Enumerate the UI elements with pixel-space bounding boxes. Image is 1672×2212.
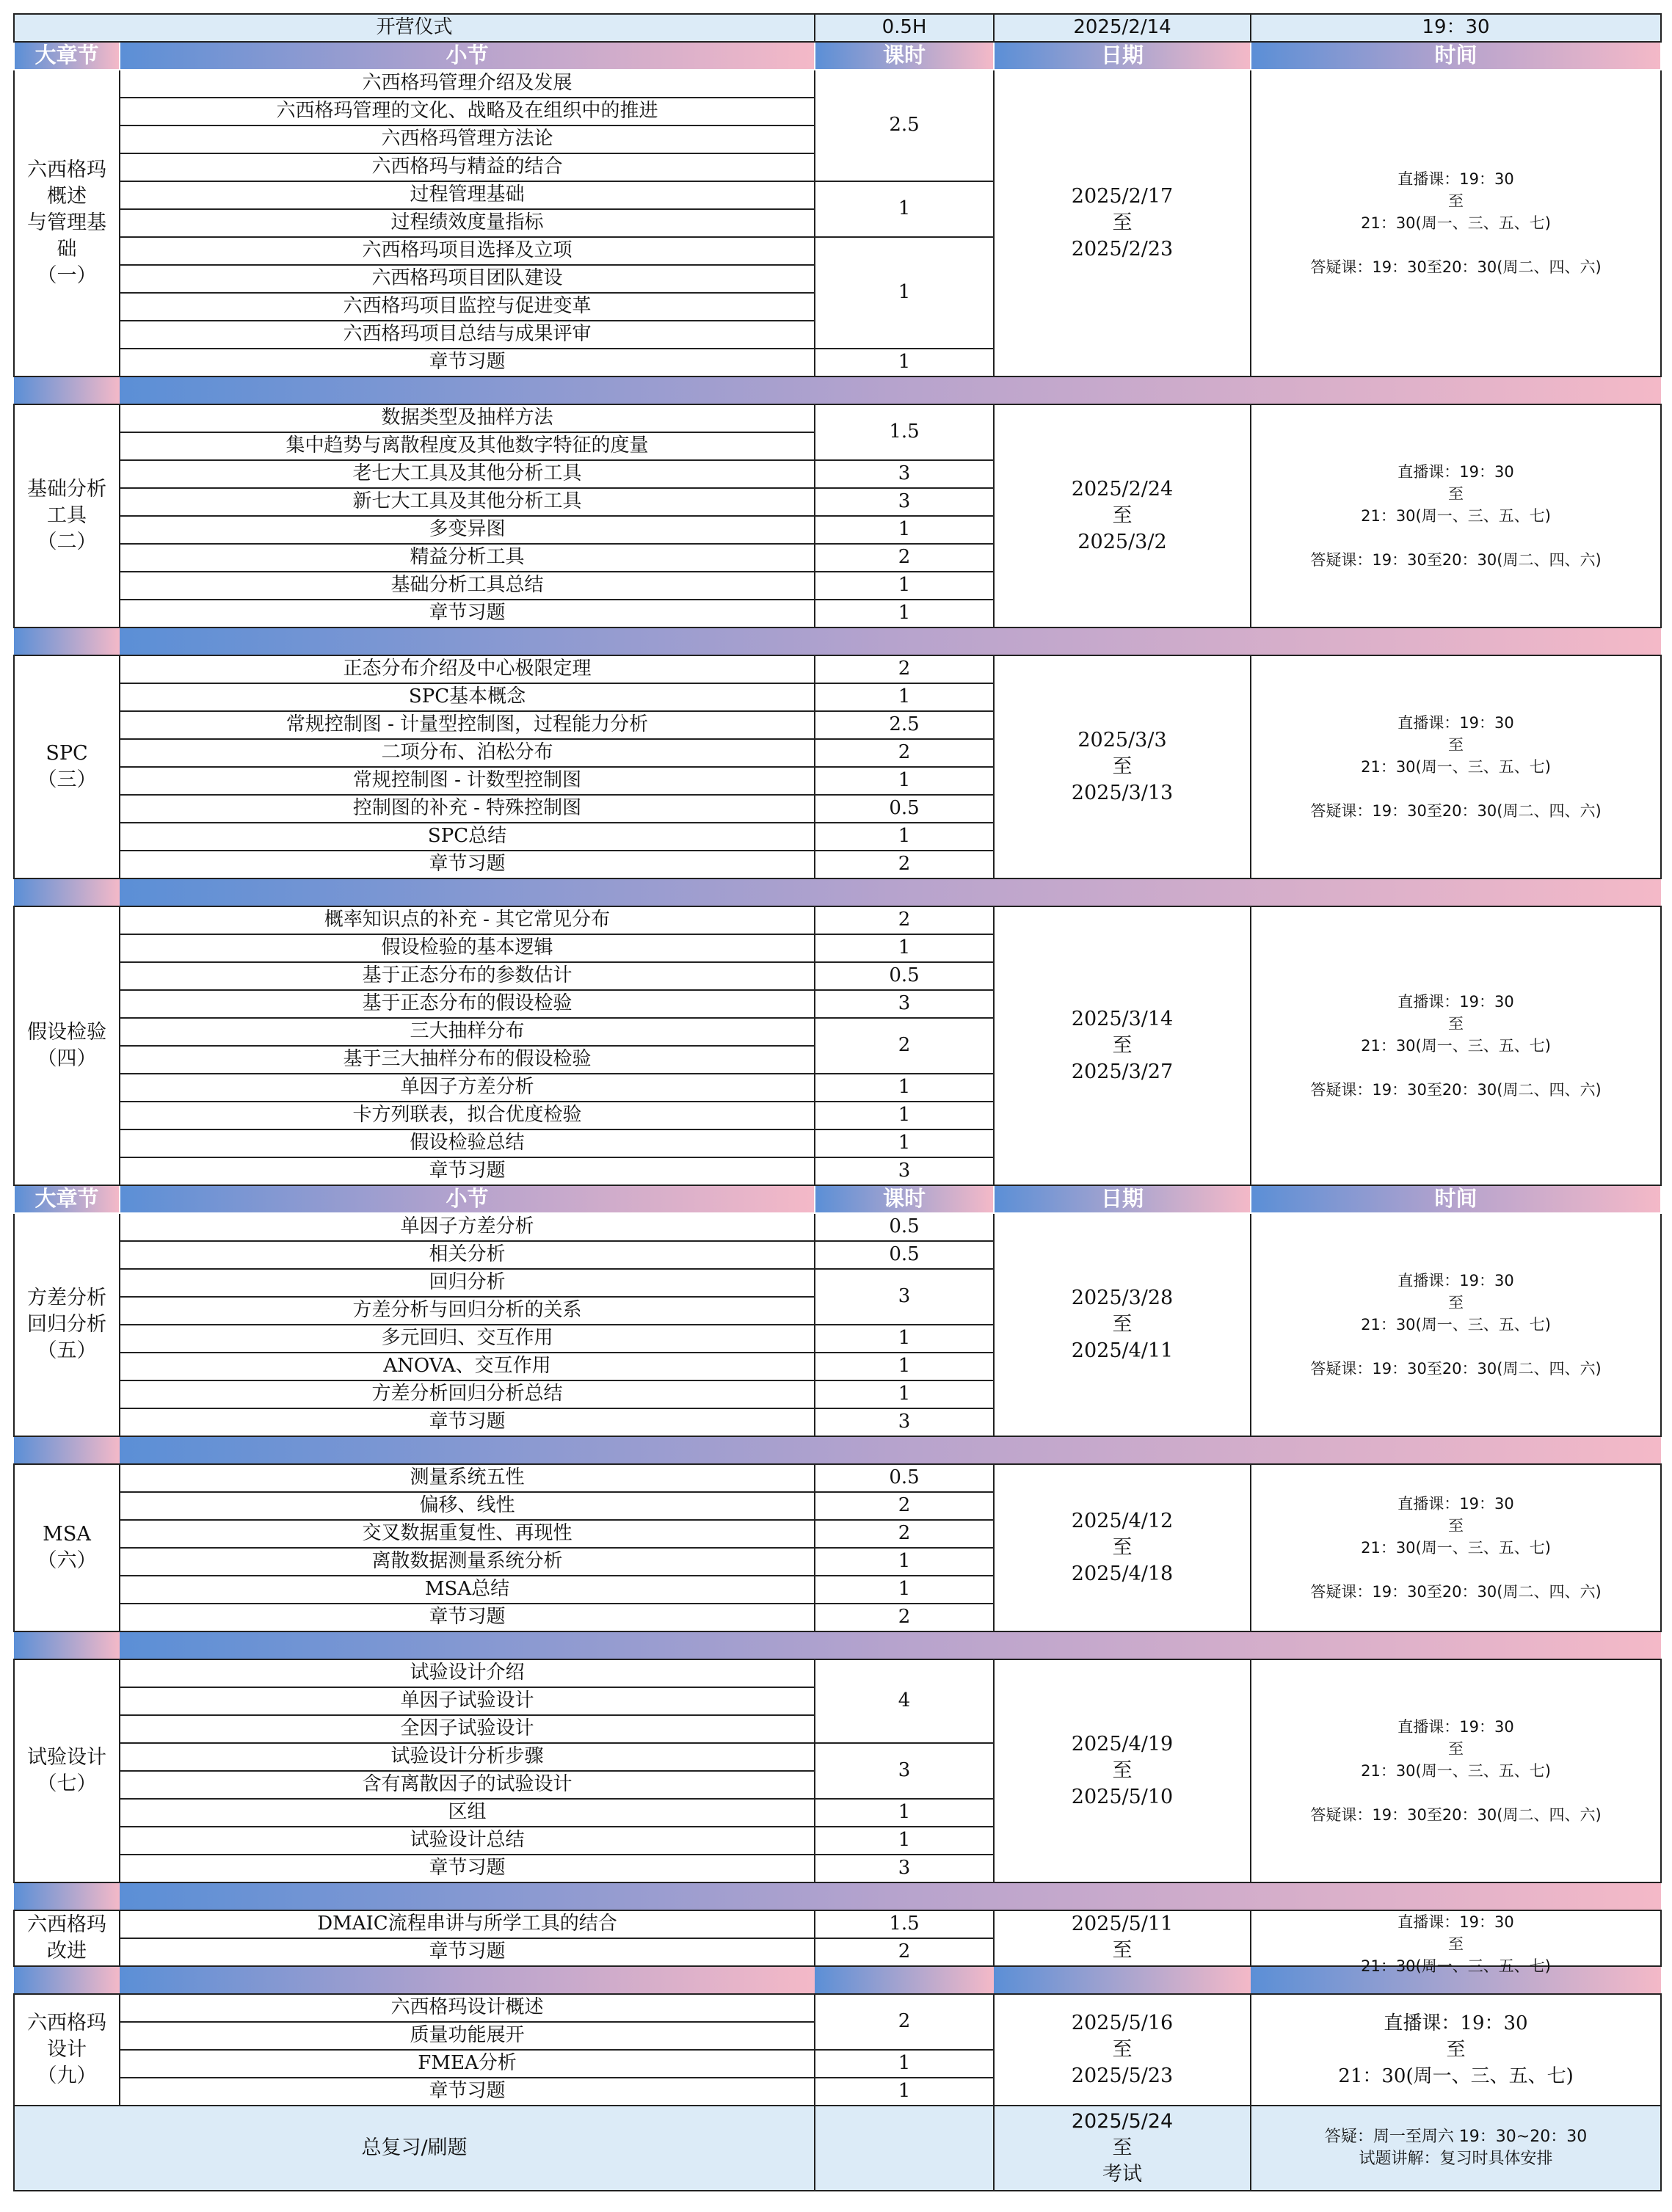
header-chapter: 大章节 — [14, 42, 120, 70]
section-title: 六西格玛管理介绍及发展 — [120, 70, 815, 98]
time-clip — [1251, 1911, 1660, 1975]
section-title: SPC总结 — [120, 823, 815, 851]
section-hours: 1 — [815, 1074, 994, 1102]
live-end: 21：30(周一、三、五、七) — [1361, 507, 1551, 525]
section-hours: 0.5 — [815, 962, 994, 990]
time-to: 至 — [1448, 485, 1464, 503]
section-title: 六西格玛项目总结与成果评审 — [120, 321, 815, 349]
section-hours: 1 — [815, 572, 994, 600]
section-hours: 2 — [815, 1994, 994, 2050]
live-start: 直播课：19：30 — [1397, 170, 1514, 188]
date-to: 至 — [1112, 1034, 1133, 1057]
table-row — [14, 1659, 1661, 1687]
section-hours: 1.5 — [815, 404, 994, 460]
chapter-name-line: 与管理基 — [27, 211, 106, 234]
section-title: 数据类型及抽样方法 — [120, 404, 815, 432]
date-start: 2025/4/19 — [1071, 1733, 1174, 1756]
chapter-time — [1251, 906, 1661, 1185]
chapter-name-line: 概述 — [47, 185, 87, 208]
separator-band — [14, 627, 1661, 655]
chapter-date — [994, 1659, 1251, 1882]
section-title: 概率知识点的补充 - 其它常见分布 — [120, 906, 815, 934]
section-title: 三大抽样分布 — [120, 1018, 815, 1046]
section-hours: 1 — [815, 1799, 994, 1827]
time-to: 至 — [1448, 1294, 1464, 1311]
date-to: 至 — [1112, 504, 1133, 527]
chapter-name-line: 基础分析 — [27, 478, 106, 501]
section-title: 单因子方差分析 — [120, 1213, 815, 1241]
section-hours: 1 — [815, 237, 994, 349]
section-hours: 2 — [815, 1938, 994, 1966]
section-hours: 2 — [815, 655, 994, 683]
header-time: 时间 — [1251, 1185, 1661, 1213]
section-hours: 2 — [815, 1520, 994, 1548]
section-hours: 1 — [815, 1325, 994, 1353]
section-title: 集中趋势与离散程度及其他数字特征的度量 — [120, 432, 815, 460]
date-start: 2025/4/12 — [1071, 1510, 1174, 1532]
time-to: 至 — [1448, 1015, 1464, 1033]
chapter-time — [1251, 1994, 1661, 2106]
section-hours: 1 — [815, 1576, 994, 1604]
chapter-time — [1251, 1213, 1661, 1436]
section-title: 六西格玛项目选择及立项 — [120, 237, 815, 265]
section-hours: 3 — [815, 1855, 994, 1882]
section-hours: 3 — [815, 1743, 994, 1799]
section-hours: 4 — [815, 1659, 994, 1743]
time-to: 至 — [1448, 736, 1464, 754]
section-title: 单因子方差分析 — [120, 1074, 815, 1102]
chapter-name-line: （五） — [37, 1339, 97, 1362]
section-hours: 1 — [815, 2050, 994, 2078]
chapter-name-line: 试验设计 — [27, 1746, 106, 1769]
section-title: 常规控制图 - 计量型控制图，过程能力分析 — [120, 711, 815, 739]
section-hours: 1 — [815, 600, 994, 627]
chapter-name-line: （九） — [37, 2064, 97, 2087]
chapter-name — [14, 70, 120, 376]
chapter-name-line: 方差分析 — [27, 1287, 106, 1309]
section-title: 新七大工具及其他分析工具 — [120, 488, 815, 516]
live-start: 直播课：19：30 — [1397, 993, 1514, 1011]
date-end: 2025/2/23 — [1071, 238, 1174, 261]
chapter-name — [14, 906, 120, 1185]
time-to: 至 — [1448, 1935, 1464, 1953]
date-end: 2025/5/10 — [1071, 1786, 1174, 1808]
section-hours: 3 — [815, 1269, 994, 1325]
live-end: 21：30(周一、三、五、七) — [1361, 758, 1551, 776]
chapter-time — [1251, 1910, 1661, 1975]
section-title: 章节习题 — [120, 1408, 815, 1436]
section-hours: 3 — [815, 460, 994, 488]
section-title: 章节习题 — [120, 600, 815, 627]
table-row — [14, 655, 1661, 683]
section-hours: 2.5 — [815, 70, 994, 181]
time-to: 至 — [1448, 192, 1464, 210]
review-time — [1251, 2106, 1661, 2191]
qa-time: 答疑课：19：30至20：30(周二、四、六) — [1310, 1806, 1602, 1824]
section-title: 相关分析 — [120, 1241, 815, 1269]
chapter-date — [994, 70, 1251, 376]
section-title: 区组 — [120, 1799, 815, 1827]
separator-band — [14, 376, 1661, 404]
chapter-name-line: 设计 — [47, 2038, 87, 2061]
section-title: 基础分析工具总结 — [120, 572, 815, 600]
chapter-name-line: 回归分析 — [27, 1313, 106, 1336]
qa-time: 答疑课：19：30至20：30(周二、四、六) — [1310, 802, 1602, 820]
section-title: 老七大工具及其他分析工具 — [120, 460, 815, 488]
live-end: 21：30(周一、三、五、七) — [1361, 214, 1551, 232]
section-hours: 2.5 — [815, 711, 994, 739]
date-end: 2025/3/2 — [1077, 531, 1167, 553]
chapter-name-line: 六西格玛 — [27, 2012, 106, 2034]
chapter-name-line: （一） — [37, 264, 97, 287]
table-row — [14, 70, 1661, 98]
chapter-date — [994, 906, 1251, 1185]
chapter-name-line: 假设检验 — [27, 1021, 106, 1044]
section-hours: 1.5 — [815, 1910, 994, 1938]
chapter-name-line: （二） — [37, 531, 97, 553]
date-start: 2025/5/11 — [1071, 1913, 1174, 1935]
chapter-time — [1251, 1464, 1661, 1631]
chapter-name — [14, 1994, 120, 2106]
section-title: 六西格玛项目团队建设 — [120, 265, 815, 293]
section-hours: 2 — [815, 739, 994, 767]
date-start: 2025/3/3 — [1077, 729, 1167, 752]
section-title: 六西格玛管理的文化、战略及在组织中的推进 — [120, 98, 815, 125]
section-hours: 3 — [815, 488, 994, 516]
date-start: 2025/3/14 — [1071, 1008, 1174, 1030]
opening-row — [14, 14, 1661, 42]
date-to: 至 — [1112, 1759, 1133, 1782]
date-end: 2025/4/18 — [1071, 1562, 1174, 1585]
section-hours: 1 — [815, 767, 994, 795]
date-end: 考试 — [1102, 2163, 1143, 2186]
section-title: 常规控制图 - 计数型控制图 — [120, 767, 815, 795]
live-end: 21：30(周一、三、五、七) — [1338, 2065, 1574, 2087]
chapter-name — [14, 1213, 120, 1436]
section-title: 六西格玛设计概述 — [120, 1994, 815, 2022]
separator-band — [14, 878, 1661, 906]
live-start: 直播课：19：30 — [1397, 1495, 1514, 1513]
section-title: 过程管理基础 — [120, 181, 815, 209]
date-start: 2025/5/24 — [1071, 2110, 1174, 2133]
section-title: FMEA分析 — [120, 2050, 815, 2078]
qa-time: 答疑课：19：30至20：30(周二、四、六) — [1310, 1583, 1602, 1601]
header-time: 时间 — [1251, 42, 1661, 70]
live-end: 21：30(周一、三、五、七) — [1361, 1539, 1551, 1557]
section-title: 多变异图 — [120, 516, 815, 544]
date-to: 至 — [1112, 1313, 1133, 1336]
section-title: 假设检验总结 — [120, 1129, 815, 1157]
live-start: 直播课：19：30 — [1397, 714, 1514, 732]
section-hours: 1 — [815, 2078, 994, 2106]
chapter-name-line: 础 — [57, 238, 77, 261]
date-end: 2025/3/13 — [1071, 782, 1174, 804]
date-start: 2025/2/24 — [1071, 478, 1174, 501]
review-explain: 试题讲解：复习时具体安排 — [1359, 2150, 1553, 2168]
time-to: 至 — [1446, 2039, 1466, 2061]
section-hours: 2 — [815, 1604, 994, 1631]
section-hours: 1 — [815, 181, 994, 237]
chapter-name — [14, 1910, 120, 1966]
date-to: 至 — [1112, 1939, 1133, 1962]
section-title: 假设检验的基本逻辑 — [120, 934, 815, 962]
review-qa: 答疑：周一至周六 19：30~20：30 — [1324, 2128, 1588, 2146]
chapter-name — [14, 1659, 120, 1882]
chapter-name-line: （三） — [37, 768, 97, 791]
live-end: 21：30(周一、三、五、七) — [1361, 1957, 1551, 1975]
section-title: MSA总结 — [120, 1576, 815, 1604]
table-row — [14, 404, 1661, 432]
section-hours: 1 — [815, 683, 994, 711]
chapter-name-line: 六西格玛 — [27, 1913, 106, 1936]
chapter-time — [1251, 70, 1661, 376]
section-title: 测量系统五性 — [120, 1464, 815, 1492]
chapter-time — [1251, 655, 1661, 878]
header-row — [14, 1185, 1661, 1213]
table-row — [14, 1213, 1661, 1241]
section-hours: 3 — [815, 990, 994, 1018]
section-title: 试验设计介绍 — [120, 1659, 815, 1687]
header-date: 日期 — [994, 1185, 1251, 1213]
table-row — [14, 906, 1661, 934]
live-start: 直播课：19：30 — [1384, 2012, 1528, 2034]
header-section: 小节 — [120, 1185, 815, 1213]
section-title: 过程绩效度量指标 — [120, 209, 815, 237]
chapter-name-line: SPC — [46, 742, 88, 765]
chapter-name — [14, 1464, 120, 1631]
section-title: 单因子试验设计 — [120, 1687, 815, 1715]
section-hours: 0.5 — [815, 795, 994, 823]
table-row — [14, 1910, 1661, 1938]
section-hours: 1 — [815, 1548, 994, 1576]
chapter-name-line: （四） — [37, 1047, 97, 1070]
section-hours: 2 — [815, 906, 994, 934]
section-title: 基于正态分布的假设检验 — [120, 990, 815, 1018]
chapter-date — [994, 1464, 1251, 1631]
chapter-date — [994, 655, 1251, 878]
review-date — [994, 2106, 1251, 2191]
chapter-name-line: 六西格玛 — [27, 159, 106, 181]
opening-hours: 0.5H — [815, 14, 994, 42]
schedule-sheet — [13, 13, 1660, 2191]
section-title: 章节习题 — [120, 2078, 815, 2106]
section-title: 六西格玛与精益的结合 — [120, 153, 815, 181]
section-hours: 2 — [815, 1018, 994, 1074]
section-title: 二项分布、泊松分布 — [120, 739, 815, 767]
opening-title: 开营仪式 — [14, 14, 815, 42]
chapter-name — [14, 404, 120, 627]
live-end: 21：30(周一、三、五、七) — [1361, 1037, 1551, 1055]
section-hours: 0.5 — [815, 1241, 994, 1269]
section-title: SPC基本概念 — [120, 683, 815, 711]
chapter-name-line: 改进 — [47, 1940, 87, 1962]
section-hours: 1 — [815, 1102, 994, 1129]
section-hours: 0.5 — [815, 1464, 994, 1492]
header-row — [14, 42, 1661, 70]
date-start: 2025/3/28 — [1071, 1287, 1174, 1309]
section-hours: 1 — [815, 349, 994, 376]
section-title: 控制图的补充 - 特殊控制图 — [120, 795, 815, 823]
section-title: 章节习题 — [120, 1157, 815, 1185]
chapter-time — [1251, 404, 1661, 627]
date-start: 2025/2/17 — [1071, 185, 1174, 208]
section-title: 全因子试验设计 — [120, 1715, 815, 1743]
chapter-date — [994, 1910, 1251, 1966]
section-title: 偏移、线性 — [120, 1492, 815, 1520]
section-title: 章节习题 — [120, 1938, 815, 1966]
live-end: 21：30(周一、三、五、七) — [1361, 1316, 1551, 1334]
section-hours: 2 — [815, 544, 994, 572]
date-to: 至 — [1112, 2038, 1133, 2061]
section-title: DMAIC流程串讲与所学工具的结合 — [120, 1910, 815, 1938]
chapter-name-line: MSA — [43, 1523, 91, 1546]
header-date: 日期 — [994, 42, 1251, 70]
section-title: 含有离散因子的试验设计 — [120, 1771, 815, 1799]
live-start: 直播课：19：30 — [1397, 1913, 1514, 1931]
section-hours: 1 — [815, 1827, 994, 1855]
section-title: 章节习题 — [120, 1604, 815, 1631]
date-start: 2025/5/16 — [1071, 2012, 1174, 2034]
section-title: 交叉数据重复性、再现性 — [120, 1520, 815, 1548]
section-title: 六西格玛项目监控与促进变革 — [120, 293, 815, 321]
section-hours: 2 — [815, 851, 994, 878]
section-title: 多元回归、交互作用 — [120, 1325, 815, 1353]
section-hours: 2 — [815, 1492, 994, 1520]
section-title: 正态分布介绍及中心极限定理 — [120, 655, 815, 683]
time-to: 至 — [1448, 1517, 1464, 1535]
qa-time: 答疑课：19：30至20：30(周二、四、六) — [1310, 551, 1602, 569]
live-end: 21：30(周一、三、五、七) — [1361, 1762, 1551, 1780]
section-title: 六西格玛管理方法论 — [120, 125, 815, 153]
section-title: 试验设计分析步骤 — [120, 1743, 815, 1771]
table-row — [14, 1464, 1661, 1492]
section-title: 试验设计总结 — [120, 1827, 815, 1855]
section-title: 精益分析工具 — [120, 544, 815, 572]
qa-time: 答疑课：19：30至20：30(周二、四、六) — [1310, 258, 1602, 276]
chapter-name — [14, 655, 120, 878]
section-hours: 1 — [815, 1353, 994, 1380]
course-schedule-table — [13, 13, 1662, 2191]
date-end: 2025/5/23 — [1071, 2064, 1174, 2087]
date-end: 2025/3/27 — [1071, 1060, 1174, 1083]
separator-band — [14, 1882, 1661, 1910]
separator-band — [14, 1436, 1661, 1464]
date-clip — [995, 1911, 1250, 1965]
chapter-date — [994, 1994, 1251, 2106]
section-hours: 3 — [815, 1157, 994, 1185]
section-title: 章节习题 — [120, 851, 815, 878]
section-hours: 1 — [815, 1129, 994, 1157]
section-title: 章节习题 — [120, 1855, 815, 1882]
section-title: 离散数据测量系统分析 — [120, 1548, 815, 1576]
section-hours: 1 — [815, 1380, 994, 1408]
section-title: 卡方列联表，拟合优度检验 — [120, 1102, 815, 1129]
section-title: 章节习题 — [120, 349, 815, 376]
date-to: 至 — [1112, 2136, 1133, 2159]
live-start: 直播课：19：30 — [1397, 1272, 1514, 1289]
date-to: 至 — [1112, 755, 1133, 778]
chapter-name-line: （七） — [37, 1772, 97, 1795]
live-start: 直播课：19：30 — [1397, 1718, 1514, 1736]
header-hours: 课时 — [815, 42, 994, 70]
header-chapter: 大章节 — [14, 1185, 120, 1213]
section-title: 回归分析 — [120, 1269, 815, 1297]
opening-date: 2025/2/14 — [994, 14, 1251, 42]
chapter-time — [1251, 1659, 1661, 1882]
section-hours: 1 — [815, 934, 994, 962]
section-title: 方差分析回归分析总结 — [120, 1380, 815, 1408]
header-hours: 课时 — [815, 1185, 994, 1213]
review-title: 总复习/刷题 — [14, 2106, 815, 2191]
separator-band — [14, 1631, 1661, 1659]
section-title: ANOVA、交互作用 — [120, 1353, 815, 1380]
section-hours: 3 — [815, 1408, 994, 1436]
date-to: 至 — [1112, 211, 1133, 234]
chapter-date — [994, 1213, 1251, 1436]
section-title: 基于三大抽样分布的假设检验 — [120, 1046, 815, 1074]
section-hours: 1 — [815, 516, 994, 544]
section-title: 方差分析与回归分析的关系 — [120, 1297, 815, 1325]
chapter-name-line: （六） — [37, 1549, 97, 1572]
qa-time: 答疑课：19：30至20：30(周二、四、六) — [1310, 1360, 1602, 1378]
section-hours: 1 — [815, 823, 994, 851]
opening-time: 19：30 — [1251, 14, 1661, 42]
section-title: 基于正态分布的参数估计 — [120, 962, 815, 990]
chapter-name-line: 工具 — [47, 504, 87, 527]
time-to: 至 — [1448, 1740, 1464, 1758]
review-row — [14, 2106, 1661, 2191]
chapter-date — [994, 404, 1251, 627]
date-to: 至 — [1112, 1536, 1133, 1559]
section-hours: 0.5 — [815, 1213, 994, 1241]
live-start: 直播课：19：30 — [1397, 463, 1514, 481]
review-hours — [815, 2106, 994, 2191]
qa-time: 答疑课：19：30至20：30(周二、四、六) — [1310, 1081, 1602, 1099]
header-section: 小节 — [120, 42, 815, 70]
section-title: 质量功能展开 — [120, 2022, 815, 2050]
date-end: 2025/4/11 — [1071, 1339, 1174, 1362]
table-row — [14, 1994, 1661, 2022]
